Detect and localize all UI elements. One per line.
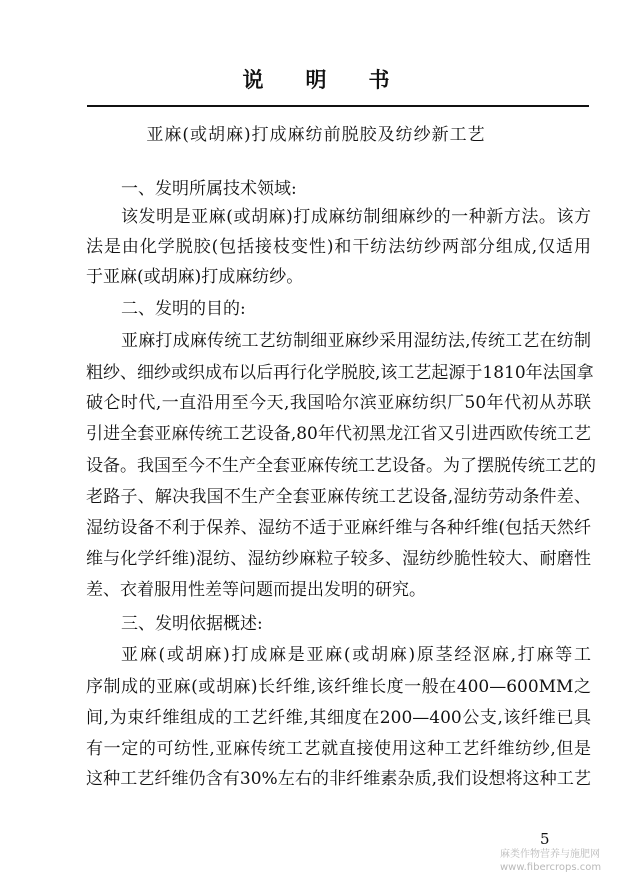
watermark-site-url: www.fibercrops.com	[500, 862, 602, 873]
watermark-site-name: 麻类作物营养与施肥网	[500, 849, 600, 860]
section-2-line: 维与化学纤维)混纺、湿纺纱麻粒子较多、湿纺纱脆性较大、耐磨性	[86, 549, 591, 569]
document-title: 说明书	[242, 67, 432, 92]
section-1-line: 于亚麻(或胡麻)打成麻纺纱。	[86, 267, 304, 287]
section-2-line: 引进全套亚麻传统工艺设备,80年代初黑龙江省又引进西欧传统工艺	[86, 424, 591, 444]
section-2-line: 设备。我国至今不生产全套亚麻传统工艺设备。为了摆脱传统工艺的	[86, 456, 596, 476]
section-2-line: 粗纱、细纱或织成布以后再行化学脱胶,该工艺起源于1810年法国拿	[86, 363, 594, 383]
section-1-heading: 一、发明所属技术领域:	[121, 179, 297, 199]
page-number: 5	[540, 830, 550, 848]
section-1-line: 该发明是亚麻(或胡麻)打成麻纺制细麻纱的一种新方法。该方	[121, 207, 591, 227]
section-2-line: 老路子、解决我国不生产全套亚麻传统工艺设备,湿纺劳动条件差、	[86, 487, 591, 507]
document-subtitle: 亚麻(或胡麻)打成麻纺前脱胶及纺纱新工艺	[146, 125, 486, 145]
section-3-heading: 三、发明依据概述:	[121, 614, 263, 634]
section-3-line: 这种工艺纤维仍含有30%左右的非纤维素杂质,我们设想将这种工艺	[86, 769, 591, 789]
section-3-line: 序制成的亚麻(或胡麻)长纤维,该纤维长度一般在400—600MM之	[86, 677, 591, 697]
section-3-line: 亚麻(或胡麻)打成麻是亚麻(或胡麻)原茎经沤麻,打麻等工	[121, 645, 591, 665]
watermark	[500, 848, 601, 874]
section-3-line: 间,为束纤维组成的工艺纤维,其细度在200—400公支,该纤维已具	[86, 708, 591, 728]
title-divider	[87, 105, 589, 107]
section-2-heading: 二、发明的目的:	[121, 299, 246, 319]
section-1-line: 法是由化学脱胶(包括接枝变性)和干纺法纺纱两部分组成,仅适用	[86, 237, 591, 257]
section-2-line: 亚麻打成麻传统工艺纺制细亚麻纱采用湿纺法,传统工艺在纺制	[121, 331, 591, 351]
section-2-line: 湿纺设备不利于保养、湿纺不适于亚麻纤维与各种纤维(包括天然纤	[86, 518, 591, 538]
section-3-line: 有一定的可纺性,亚麻传统工艺就直接使用这种工艺纤维纺纱,但是	[86, 739, 591, 759]
section-2-line: 差、衣着服用性差等问题而提出发明的研究。	[86, 580, 426, 600]
section-2-line: 破仑时代,一直沿用至今天,我国哈尔滨亚麻纺织厂50年代初从苏联	[86, 393, 591, 413]
